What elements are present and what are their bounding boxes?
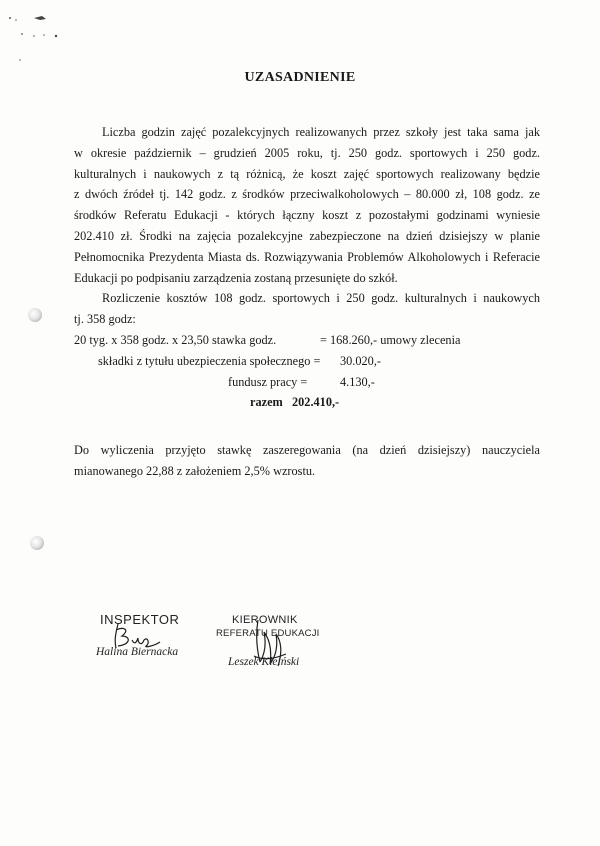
paragraph-line: mianowanego 22,88 z założeniem 2,5% wzrostu. [74,463,316,478]
calc-row-label: składki z tytułu ubezpieczenia społecznego = [98,353,321,368]
paragraph-cost-settlement [74,288,540,330]
calc-row-value: 30.020,- [340,353,381,368]
head-stamp-title-line2: REFERATU EDUKACJI [216,628,320,639]
paragraph-line: Pełnomocnika Prezydenta Miasta ds. Rozwiązywania Problemów Alkoholowych i Referacie [74,249,540,264]
paragraph-line: 202.410 zł. Środki na zajęcia pozalekcyjne zabezpieczone na dzień dzisiejszy w planie [74,228,540,243]
paragraph-line: Rozliczenie kosztów 108 godz. sportowych i 250 godz. kulturalnych i naukowych [102,291,540,305]
calc-total-value: 202.410,- [292,395,340,410]
calc-row [74,330,540,351]
paragraph-line: w okresie październik – grudzień 2005 roku, tj. 250 godz. sportowych i 250 godz. [74,145,540,160]
punch-hole-top [28,308,42,322]
paragraph-line: tj. 358 godz: [74,311,136,326]
cost-calculation [74,330,540,413]
paragraph-line: kulturalnych i naukowych z tą różnicą, że koszt zajęć sportowych realizowany będzie [74,166,540,181]
head-name: Leszek Kleiński [228,656,300,668]
calc-row-value: = 168.260,- umowy zlecenia [320,333,461,347]
document-title: UZASADNIENIE [244,70,356,85]
calc-row-label: 20 tyg. x 358 godz. x 23,50 stawka godz. [74,333,277,347]
calc-row-label: fundusz pracy = [228,374,308,389]
paragraph-line: z dwóch źródeł tj. 142 godz. z środków przeciwalkoholowych – 80.000 zł, 108 godz. ze [74,187,540,202]
scan-specks [4,8,74,68]
paragraph-line: środków Referatu Edukacji - których łączny koszt z pozostałymi godzinami wyniesie [74,208,540,223]
punch-hole-bottom [30,536,44,550]
paragraph-justification [74,122,540,288]
inspector-name: Halina Biernacka [96,646,179,658]
paragraph-line: Edukacji po podpisaniu zarządzenia zostaną przesunięte do szkół. [74,270,398,285]
calc-row [74,372,540,393]
inspector-stamp-title: INSPEKTOR [100,612,180,627]
calc-total-label: razem [250,395,283,410]
calc-row [74,351,540,372]
head-stamp-title-line1: KIEROWNIK [232,614,298,626]
paragraph-line: Do wyliczenia przyjęto stawkę zaszeregowania (na dzień dzisiejszy) nauczyciela [74,443,540,457]
paragraph-rate-note [74,440,540,482]
calc-total-row [74,392,540,413]
paragraph-line: Liczba godzin zajęć pozalekcyjnych realizowanych przez szkoły jest taka sama jak [102,125,540,139]
calc-row-value: 4.130,- [340,374,375,389]
